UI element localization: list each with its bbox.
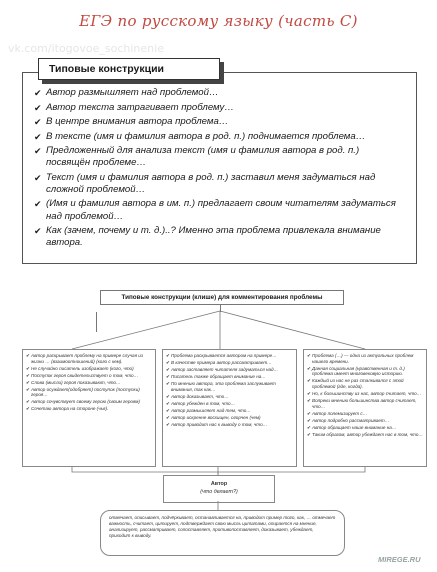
list-item: ✔ Автор заставляет читателя задуматься над… <box>166 367 279 372</box>
list-item: ✔ В тексте (имя и фамилия автора в род. п.) поднимается проблема… <box>34 130 366 142</box>
list-item: ✔ Но, к большинству из нас, автор считает, что… <box>307 391 422 397</box>
list-item: ✔ По мнению автора, эта проблема заслуживает внимания, так как… <box>166 381 276 392</box>
checkmark-icon: ✔ <box>166 374 170 379</box>
checkmark-icon: ✔ <box>307 417 311 423</box>
list-item: ✔ Автор сочувствует своему герою (своим героям) <box>26 399 140 405</box>
list-item: ✔ Автор размышляет над проблемой… <box>34 87 219 98</box>
typical-constructions-header: Типовые конструкции <box>38 58 220 80</box>
author-verbs-box: отмечает, описывает, подчёркивает, останавливается на, приводит пример того, как, … отмечает важность, считает, цитирует, подтверждает свою мысль цитатами, опирается на мнение, анализирует, рассматривает, сопоставляет, противопоставляет, доказывает, убеждает, приходит к выводу. <box>100 510 345 556</box>
list-item: ✔ Автор обращает наше внимание на… <box>307 424 397 430</box>
list-item: ✔ Проблема раскрывается автором на примере… <box>166 353 277 358</box>
list-item: ✔ Сочетаю автора на стороне (чья). <box>26 406 109 412</box>
checkmark-icon: ✔ <box>34 172 42 183</box>
checkmark-icon: ✔ <box>166 393 170 399</box>
checkmark-icon: ✔ <box>307 398 311 404</box>
checkmark-icon: ✔ <box>26 372 30 378</box>
checkmark-icon: ✔ <box>26 399 30 405</box>
list-item: ✔ В качестве примера автор рассматривает… <box>166 360 272 365</box>
list-item: ✔ Автор размышляет над тем, что… <box>166 407 251 413</box>
list-item: ✔ Автор убежден в том, что… <box>166 400 236 406</box>
checkmark-icon: ✔ <box>26 353 30 358</box>
connector-line <box>72 311 220 349</box>
checkmark-icon: ✔ <box>34 117 42 127</box>
checkmark-icon: ✔ <box>307 353 311 358</box>
checkmark-icon: ✔ <box>26 386 30 392</box>
checkmark-icon: ✔ <box>166 367 170 372</box>
page-title: ЕГЭ по русскому языку (часть С) <box>79 12 358 30</box>
checkmark-icon: ✔ <box>34 146 42 156</box>
list-item: ✔ Как (зачем, почему и т. д.)..? Именно эта проблема привлекала внимание автора. <box>34 225 381 249</box>
list-item: ✔ Вопреки мнению большинства автор считает, что… <box>307 398 417 409</box>
checkmark-icon: ✔ <box>34 199 42 210</box>
diagram-column-right <box>303 349 427 467</box>
connector-line <box>220 311 365 349</box>
checkmark-icon: ✔ <box>166 400 170 406</box>
checkmark-icon: ✔ <box>26 379 30 385</box>
checkmark-icon: ✔ <box>166 381 170 386</box>
author-sublabel: (что делает?) <box>200 489 238 495</box>
checkmark-icon: ✔ <box>307 391 311 397</box>
list-item: ✔ Автор осуждает(одобряет) поступок (поступки) героя… <box>26 386 140 398</box>
list-item: ✔ Автор приводит нас к выводу о том, что… <box>166 421 268 427</box>
list-item: ✔ Текст (имя и фамилия автора в род. п.) заставил меня задуматься над сложной проблемой… <box>34 171 376 195</box>
list-item: ✔ Каждый из нас не раз сталкивался с этой проблемой (где, когда). <box>307 378 404 390</box>
checkmark-icon: ✔ <box>166 360 170 365</box>
checkmark-icon: ✔ <box>307 424 311 430</box>
checkmark-icon: ✔ <box>26 365 30 371</box>
watermark: vk.com/itogovoe_sochinenie <box>8 42 164 55</box>
diagram-header: Типовые конструкции (клише) для комментирования проблемы <box>100 290 344 305</box>
list-item: ✔ Данная социальная (нравственная и т. д.) проблема имеет многовековую историю. <box>307 365 405 377</box>
checkmark-icon: ✔ <box>307 410 311 416</box>
checkmark-icon: ✔ <box>34 226 42 237</box>
checkmark-icon: ✔ <box>307 365 311 371</box>
checkmark-icon: ✔ <box>166 353 170 358</box>
list-item: ✔ Автор искренне восхищен, огорчен (чем) <box>166 414 261 420</box>
author-box <box>163 475 275 503</box>
site-watermark: MIREGE.RU <box>378 555 421 564</box>
checkmark-icon: ✔ <box>166 414 170 420</box>
diagram-column-left <box>22 349 156 467</box>
list-item: ✔ Автор подробно рассматривает… <box>307 417 390 423</box>
list-item: ✔ Слова (мысли) героя показывают, что… <box>26 379 121 385</box>
connector-line <box>218 467 365 472</box>
checkmark-icon: ✔ <box>34 102 42 113</box>
list-item: ✔ Не случайно писатель изображает (кого, что) <box>26 365 134 371</box>
checkmark-icon: ✔ <box>34 88 42 98</box>
list-item: ✔ Автор полемизирует с… <box>307 410 368 416</box>
list-item: ✔ В центре внимания автора проблема… <box>34 116 229 127</box>
checkmark-icon: ✔ <box>166 421 170 427</box>
checkmark-icon: ✔ <box>26 406 30 412</box>
checkmark-icon: ✔ <box>34 131 42 142</box>
list-item: ✔ Таким образом, автор убеждает нас в том, что… <box>307 431 423 437</box>
list-item: ✔ Проблема (…) — одна из актуальных проблем нашего времени. <box>307 353 414 364</box>
list-item: ✔ Автор доказывает, что… <box>166 393 229 399</box>
checkmark-icon: ✔ <box>307 378 311 384</box>
list-item: ✔ Писатель также обращает внимание на… <box>166 374 266 379</box>
list-item: ✔ (Имя и фамилия автора в им. п.) предлагает своим читателям задуматься над проблемой… <box>34 198 396 222</box>
author-label: Автор <box>210 481 228 487</box>
list-item: ✔ Поступок героя свидетельствует о том, что… <box>26 372 139 378</box>
list-item: ✔ Автор раскрывает проблему на примере случая из жизни … (взаимоотношений) (кого с кем). <box>26 353 143 364</box>
checkmark-icon: ✔ <box>166 407 170 413</box>
connector-line <box>72 467 218 475</box>
list-item: ✔ Предложенный для анализа текст (имя и фамилия автора в род. п.) посвящён проблеме… <box>34 145 360 169</box>
checkmark-icon: ✔ <box>307 431 311 437</box>
list-item: ✔ Автор текста затрагивает проблему… <box>34 101 234 113</box>
diagram-column-middle <box>162 349 297 467</box>
